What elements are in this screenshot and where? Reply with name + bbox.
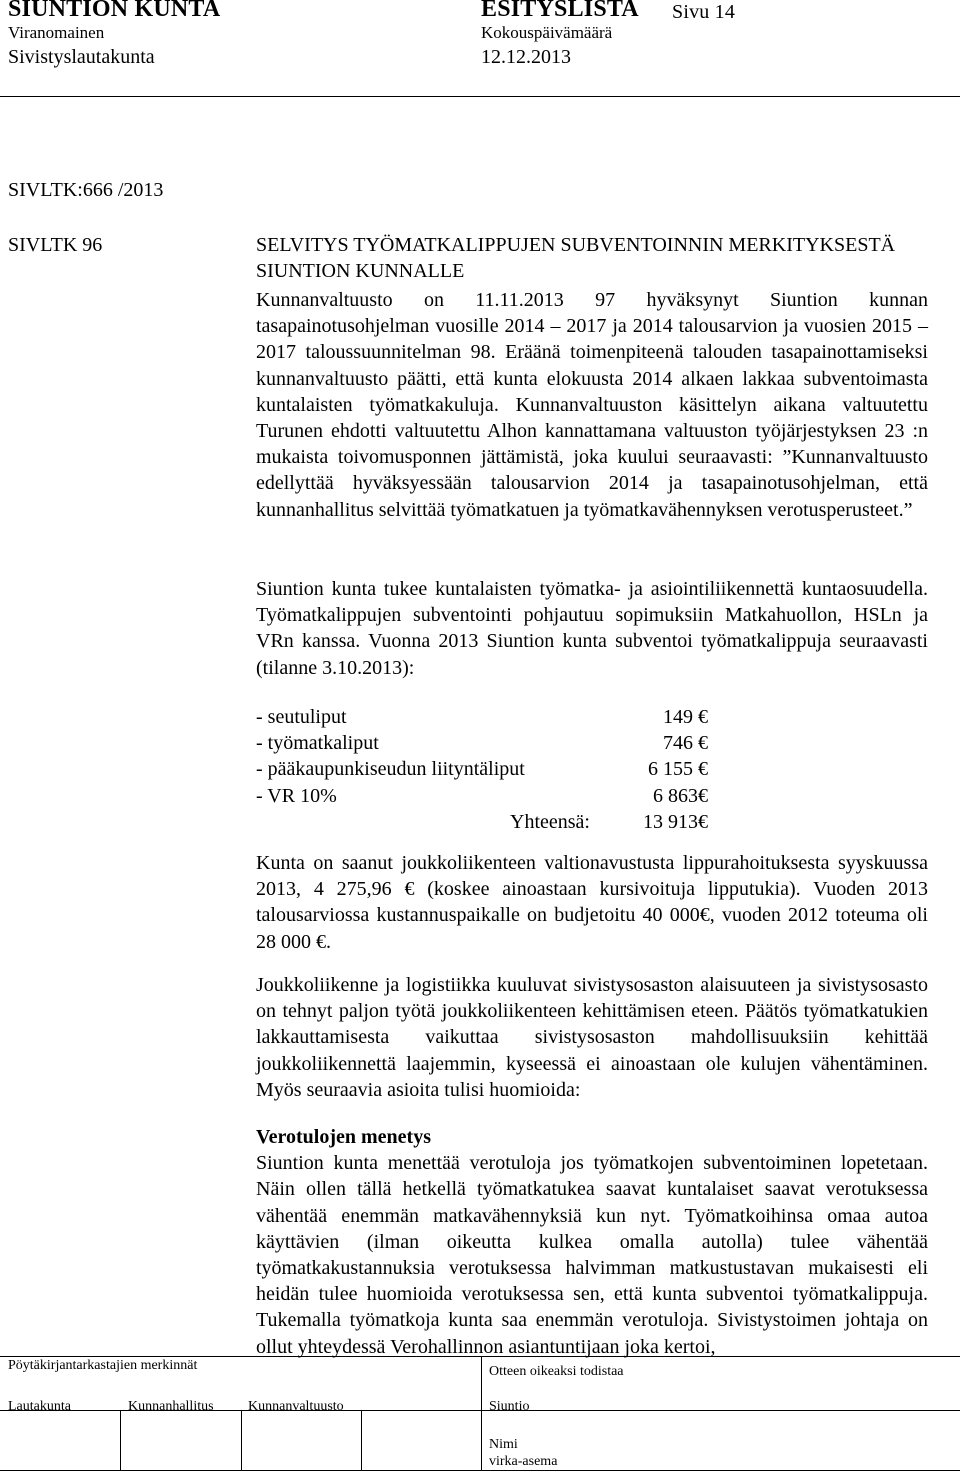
org-name: SIUNTION KUNTA	[8, 0, 221, 22]
total-row	[256, 809, 716, 835]
department-paragraph	[256, 972, 928, 1103]
footer-position: virka-asema	[489, 1454, 558, 1469]
footer-col-divider	[241, 1410, 242, 1471]
footer-col-divider	[120, 1410, 121, 1471]
footer-col-board: Lautakunta	[8, 1399, 71, 1414]
section-text: Siuntion kunta menettää verotuloja jos työmatkojen subventoiminen lopetetaan. Näin ollen tällä hetkellä työmatkatukea saavat kuntalaiset saavat verotuksessa vähentää enemmän matkavähennyksiä kun nyt. Työmatkoihinsa omaa autoa käyttävien (ilman oikeutta kulkea omalla autolla) tulee vähentää työmatkakustannuksia verotuksessa halvimman matkustustavan mukaisesti eli heidän tulee huomioida verotuksessa sen, että kunta subventoi työmatkalippuja. Tukemalla työmatkoja kunta saa enemmän verotuloja. Sivistystoimen johtaja on ollut yhteydessä Verohallinnon asiantuntijaan joka kertoi,	[256, 1152, 928, 1358]
total-value: 13 913€	[643, 810, 708, 833]
page-number: Sivu 14	[672, 1, 736, 23]
subsidy-row	[256, 756, 716, 782]
footer-col-executive: Kunnanhallitus	[128, 1399, 214, 1414]
subsidy-value: 6 863€	[653, 784, 708, 807]
section-number: SIVLTK 96	[8, 234, 103, 256]
authority-name: Sivistyslautakunta	[8, 46, 155, 68]
section-heading: Verotulojen menetys	[256, 1126, 431, 1148]
page-header	[0, 0, 960, 120]
intro-paragraph	[256, 287, 928, 523]
meeting-date-label: Kokouspäivämäärä	[481, 23, 613, 42]
subsidy-row	[256, 730, 716, 756]
subsidy-value: 149 €	[663, 706, 708, 728]
subsidy-value: 746 €	[663, 732, 708, 755]
paragraph-4: Joukkoliikenne ja logistiikka kuuluvat sivistysosaston alaisuuteen ja sivistysosasto on tehnyt paljon työtä joukkoliikenteen kehittämisen eteen. Päätös työmatkatukien lakkauttamisesta vaikuttaa sivistysosaston mahdollisuuksiin kehittää joukkoliikennettä laajemmin, kyseessä ei ainoastaan ole kulujen vähentäminen. Myös seuraavia asioita tulisi huomioida:	[256, 974, 928, 1101]
paragraph-2: Siuntion kunta tukee kuntalaisten työmatka- ja asiointiliikennettä kuntaosuudella. Työmatkalippujen subventointi pohjautuu sopimuksiin Matkahuollon, HSLn ja VRn kanssa. Vuonna 2013 Siuntion kunta subventoi työmatkalippuja seuraavasti (tilanne 3.10.2013):	[256, 578, 928, 679]
paragraph-1: Kunnanvaltuusto on 11.11.2013 97 hyväksynyt Siuntion kunnan tasapainotusohjelman vuosille 2014 – 2017 ja 2014 talousarvion ja vuosien 2015 – 2017 taloussuunnitelman 98. Eräänä toimenpiteenä talouden tasapainottamiseksi kunnanvaltuusto päätti, että kunta elokuusta 2014 alkaen lakkaa subventoimasta kuntalaisten työmatkakuluja. Kunnanvaltuuston käsittelyn aikana valtuutettu Turunen ehdotti valtuutettu Alhon kannattamana valtuuston työjärjestyksen 23 :n mukaista toivomusponnen jättämistä, joka kuului seuraavasti: ”Kunnanvaltuusto edellyttää hyväksyessään talousarvion 2014 ja tasapainotusohjelman, että kunnanhallitus selvittää työmatkatuen ja työmatkavähennyksen verotusperusteet.”	[256, 289, 928, 521]
page-footer	[0, 1356, 960, 1471]
authority-label: Viranomainen	[8, 23, 105, 42]
subsidy-row	[256, 704, 716, 730]
tax-section	[256, 1124, 928, 1360]
subsidy-paragraph	[256, 576, 928, 681]
meeting-date: 12.12.2013	[481, 46, 571, 68]
footer-name: Nimi	[489, 1437, 518, 1452]
footer-center-divider	[481, 1356, 482, 1471]
subsidy-label: - VR 10%	[256, 784, 337, 807]
grant-paragraph	[256, 850, 928, 955]
subsidy-row	[256, 783, 716, 809]
header-divider	[0, 96, 960, 97]
subsidy-label: - työmatkaliput	[256, 732, 379, 755]
document-type: ESITYSLISTA	[481, 0, 639, 22]
footer-place: Siuntio	[489, 1399, 530, 1414]
notes-label: Pöytäkirjantarkastajien merkinnät	[8, 1358, 198, 1373]
case-reference: SIVLTK:666 /2013	[8, 179, 164, 201]
subsidy-value: 6 155 €	[648, 758, 708, 781]
subsidy-label: - seutuliput	[256, 706, 347, 728]
footer-col-council: Kunnanvaltuusto	[248, 1399, 344, 1414]
certified-label: Otteen oikeaksi todistaa	[489, 1364, 624, 1379]
footer-col-divider	[361, 1410, 362, 1471]
subsidy-label: - pääkaupunkiseudun liityntäliput	[256, 758, 525, 781]
case-title: SELVITYS TYÖMATKALIPPUJEN SUBVENTOINNIN MERKITYKSESTÄ SIUNTION KUNNALLE	[256, 234, 896, 282]
subsidy-list	[256, 704, 716, 835]
paragraph-3: Kunta on saanut joukkoliikenteen valtionavustusta lippurahoituksesta syyskuussa 2013, 4 275,96 € (koskee ainoastaan kursivoituja lipputukia). Vuoden 2013 talousarviossa kustannuspaikalle on budjetoitu 40 000€, vuoden 2012 toteuma oli 28 000 €.	[256, 852, 928, 953]
total-label: Yhteensä:	[510, 810, 590, 833]
